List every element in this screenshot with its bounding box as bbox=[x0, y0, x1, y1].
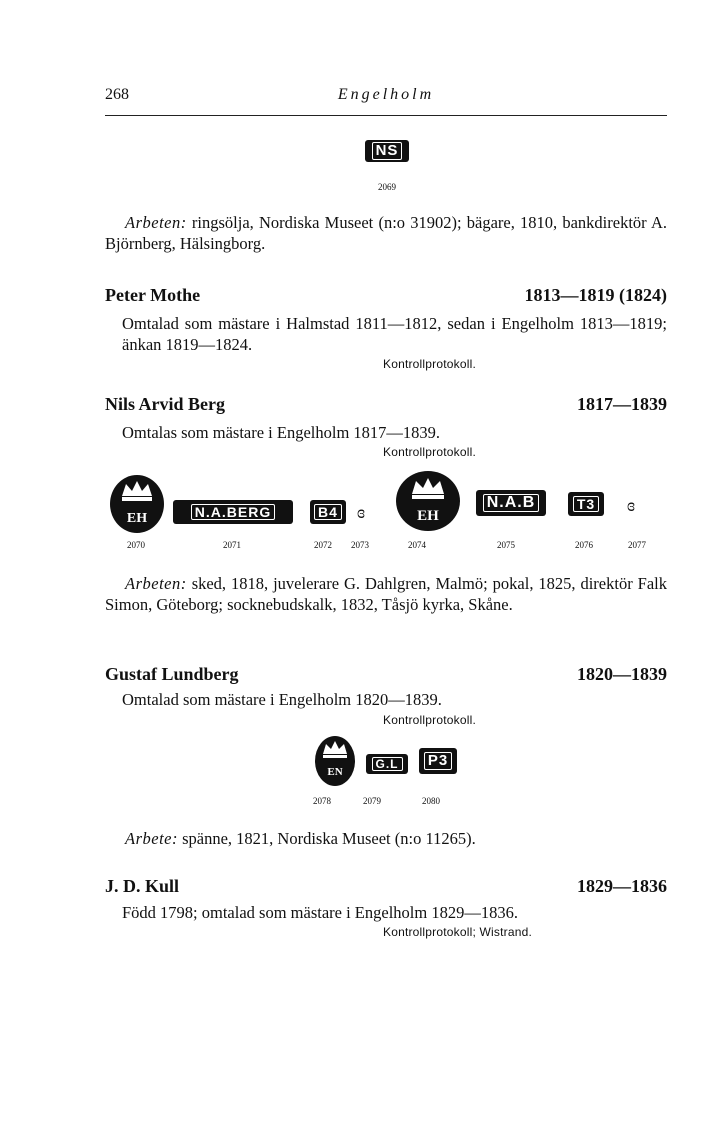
hallmark-t3 bbox=[568, 492, 604, 516]
town-mark-letters: EN bbox=[327, 766, 343, 778]
town-mark-2078 bbox=[313, 735, 357, 787]
town-mark-2070 bbox=[108, 474, 166, 534]
works-paragraph-3 bbox=[105, 828, 667, 849]
mark-number-2080: 2080 bbox=[422, 796, 440, 806]
hallmark-naberg-text: N.A.BERG bbox=[191, 504, 275, 521]
entry-heading-mothe bbox=[105, 285, 667, 309]
source-note: Kontrollprotokoll. bbox=[383, 445, 476, 459]
hallmark-b4 bbox=[310, 500, 346, 524]
smith-name: Nils Arvid Berg bbox=[105, 394, 225, 414]
source-note: Kontrollprotokoll. bbox=[383, 713, 476, 727]
works-paragraph-2 bbox=[105, 573, 667, 615]
entry-heading-kull bbox=[105, 876, 667, 900]
smith-description: Född 1798; omtalad som mästare i Engelholm 1829—1836. bbox=[122, 903, 518, 922]
trefoil-mark-2073: ɞ bbox=[357, 502, 365, 522]
smith-description: Omtalad som mästare i Halmstad 1811—1812, sedan i Engelholm 1813—1819; änkan 1819—1824. bbox=[122, 314, 667, 354]
hallmark-naberg bbox=[173, 500, 293, 524]
source-note: Kontrollprotokoll. bbox=[383, 357, 476, 371]
hallmark-t3-text: T3 bbox=[573, 496, 599, 513]
mark-number-2070: 2070 bbox=[127, 540, 145, 550]
smith-years: 1829—1836 bbox=[577, 876, 667, 896]
smith-years: 1820—1839 bbox=[577, 664, 667, 684]
works-text: sked, 1818, juvelerare G. Dahlgren, Malmö; pokal, 1825, direktör Falk Simon, Göteborg; socknebudskalk, 1832, Tåsjö kyrka, Skåne. bbox=[105, 574, 667, 614]
works-lead: Arbete: bbox=[125, 829, 178, 848]
page-number: 268 bbox=[105, 86, 129, 103]
smith-name: J. D. Kull bbox=[105, 876, 180, 896]
mark-number-2075: 2075 bbox=[497, 540, 515, 550]
header-rule bbox=[105, 115, 667, 116]
smith-description: Omtalas som mästare i Engelholm 1817—1839. bbox=[122, 423, 441, 442]
mark-number-2074: 2074 bbox=[408, 540, 426, 550]
hallmark-nab-text: N.A.B bbox=[483, 494, 540, 513]
mark-number-2077: 2077 bbox=[628, 540, 646, 550]
town-mark-letters: EH bbox=[417, 508, 439, 524]
mark-number-2079: 2079 bbox=[363, 796, 381, 806]
hallmark-gl-text: G.L bbox=[372, 757, 403, 772]
smith-years: 1817—1839 bbox=[577, 394, 667, 414]
mark-number-2078: 2078 bbox=[313, 796, 331, 806]
entry-heading-berg bbox=[105, 394, 667, 418]
source-note: Kontrollprotokoll; Wistrand. bbox=[383, 925, 532, 939]
town-mark-2074 bbox=[394, 470, 462, 532]
mark-number-2076: 2076 bbox=[575, 540, 593, 550]
hallmark-gl bbox=[366, 754, 408, 774]
page-header bbox=[105, 86, 667, 110]
works-lead: Arbeten: bbox=[125, 213, 187, 232]
hallmark-nab bbox=[476, 490, 546, 516]
hallmark-b4-text: B4 bbox=[314, 504, 342, 521]
works-paragraph-1 bbox=[105, 212, 667, 254]
hallmark-ns-text: NS bbox=[372, 142, 403, 160]
smith-years: 1813—1819 (1824) bbox=[524, 285, 667, 305]
smith-name: Gustaf Lundberg bbox=[105, 664, 239, 684]
hallmark-p3-text: P3 bbox=[424, 752, 452, 770]
town-mark-letters: EH bbox=[126, 511, 148, 526]
smith-description: Omtalad som mästare i Engelholm 1820—1839. bbox=[122, 690, 442, 709]
hallmark-p3 bbox=[419, 748, 457, 774]
trefoil-mark-2077: ɞ bbox=[627, 495, 635, 515]
works-lead: Arbeten: bbox=[125, 574, 187, 593]
mark-number-2069: 2069 bbox=[378, 182, 396, 192]
hallmark-ns bbox=[365, 140, 409, 162]
running-title: Engelholm bbox=[337, 86, 435, 103]
mark-number-2072: 2072 bbox=[314, 540, 332, 550]
entry-heading-lundberg bbox=[105, 664, 667, 688]
works-text: ringsölja, Nordiska Museet (n:o 31902); bägare, 1810, bankdirektör A. Björnberg, Hälsingborg. bbox=[105, 213, 667, 253]
mark-number-2071: 2071 bbox=[223, 540, 241, 550]
smith-name: Peter Mothe bbox=[105, 285, 201, 305]
mark-number-2073: 2073 bbox=[351, 540, 369, 550]
works-text: spänne, 1821, Nordiska Museet (n:o 11265). bbox=[177, 829, 476, 848]
